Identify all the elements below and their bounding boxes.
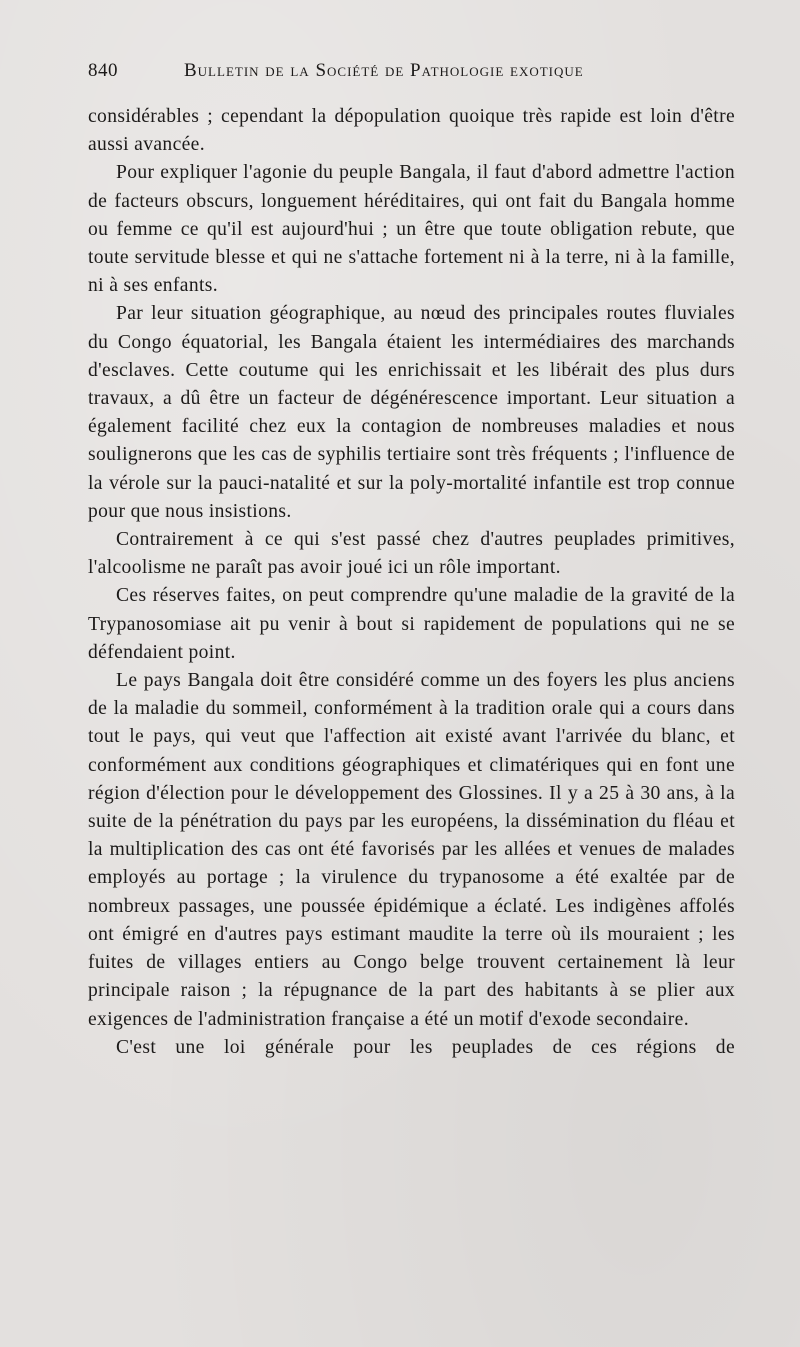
journal-title: Bulletin de la Société de Pathologie exotique bbox=[184, 60, 584, 81]
paragraph-agonie: Pour expliquer l'agonie du peuple Bangala, il faut d'abord admettre l'action de facteurs obscurs, longuement héréditaires, qui ont fait du Bangala homme ou femme ce qu'il est aujourd'hui ; un être que toute obligation rebute, que toute servitude blesse et qui ne s'attache fortement ni à la terre, ni à la famille, ni à ses enfants. bbox=[88, 162, 735, 297]
paragraph-situation: Par leur situation géographique, au nœud des principales routes fluviales du Congo équatorial, les Bangala étaient les intermédiaires des marchands d'esclaves. Cette coutume qui les enrichissait et les libérait des plus durs travaux, a dû être un facteur de dégénérescence important. Leur situation a également facilité chez eux la contagion de nombreuses maladies et nous soulignerons que les cas de syphilis tertiaire sont très fréquents ; l'influence de la vérole sur la pauci-natalité et sur la poly-mortalité infantile est trop connue pour que nous insistions. bbox=[88, 303, 735, 522]
paragraph-alcoolisme: Contrairement à ce qui s'est passé chez d'autres peuplades primitives, l'alcoolisme ne paraît pas avoir joué ici un rôle important. bbox=[88, 529, 735, 579]
paragraph-loi-generale: C'est une loi générale pour les peuplades de ces régions de bbox=[116, 1036, 735, 1058]
paragraph-continuation: considérables ; cependant la dépopulation quoique très rapide est loin d'être aussi avancée. bbox=[88, 106, 735, 156]
running-head bbox=[88, 60, 738, 90]
body-text bbox=[88, 103, 735, 1062]
paragraph-pays-bangala: Le pays Bangala doit être considéré comme un des foyers les plus anciens de la maladie du sommeil, conformément à la tradition orale qui a cours dans tout le pays, qui veut que l'affection ait existé avant l'arrivée du blanc, et conformément aux conditions géographiques et climatériques qui en font une région d'élection pour le développement des Glossines. Il y a 25 à 30 ans, à la suite de la pénétration du pays par les européens, la dissémination du fléau et la multiplication des cas ont été favorisés par les allées et venues de malades employés au portage ; la virulence du trypanosome a été exaltée par de nombreux passages, une poussée épidémique a éclaté. Les indigènes affolés ont émigré en d'autres pays estimant maudite la terre où ils mouraient ; les fuites de villages entiers au Congo belge trouvent certainement là leur principale raison ; la répugnance de la part des habitants à se plier aux exigences de l'administration française a été un motif d'exode secondaire. bbox=[88, 670, 735, 1030]
paragraph-reserves: Ces réserves faites, on peut comprendre qu'une maladie de la gravité de la Trypanosomiase ait pu venir à bout si rapidement de populations qui ne se défendaient point. bbox=[88, 585, 735, 663]
page-number: 840 bbox=[88, 60, 118, 81]
